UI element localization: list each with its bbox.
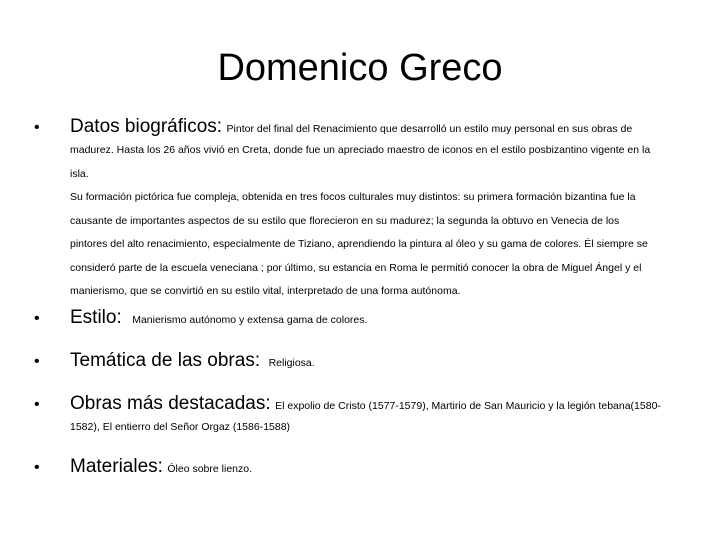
estilo-text: Manierismo autónomo y extensa gama de colores.	[132, 314, 368, 326]
bullet: •	[34, 459, 40, 476]
slide-title: Domenico Greco	[217, 47, 503, 89]
tematica-text: Religiosa.	[268, 357, 315, 369]
estilo-section	[70, 306, 690, 330]
bullet: •	[34, 353, 40, 370]
datos-line: madurez. Hasta los 26 años vivió en Creta, donde fue un apreciado maestro de iconos en el estilo posbizantino vigente en la	[70, 144, 651, 156]
materiales-label: Materiales:	[70, 456, 163, 477]
estilo-label: Estilo:	[70, 307, 122, 328]
datos-line: consideró parte de la escuela veneciana ; por último, su estancia en Roma le permitió conocer la obra de Miguel Ángel y el	[70, 261, 642, 274]
tematica-section	[70, 349, 690, 373]
obras-label: Obras más destacadas:	[70, 393, 271, 414]
tematica-label: Temática de las obras	[70, 350, 255, 371]
obras-line: 1582), El entierro del Señor Orgaz (1586-1588)	[70, 421, 291, 433]
obras-section	[70, 392, 690, 440]
datos-line: pintores del alto renacimiento, especialmente de Tiziano, aprendiendo la pintura al óleo y su gama de colores. Él siempre se	[70, 238, 648, 250]
bullet: •	[34, 310, 40, 327]
materiales-text: Óleo sobre lienzo.	[167, 463, 253, 475]
datos-biograficos-section	[70, 115, 690, 304]
datos-biograficos-label: Datos biográficos:	[70, 116, 223, 137]
datos-line: Su formación pictórica fue compleja, obtenida en tres focos culturales muy distintos: su primera formación bizantina fue la	[70, 191, 636, 203]
bullet: •	[34, 119, 40, 136]
datos-line: Pintor del final del Renacimiento que desarrolló un estilo muy personal en sus obras de	[226, 123, 633, 135]
tematica-colon: :	[254, 350, 261, 371]
bullet: •	[34, 396, 40, 413]
datos-line: isla.	[70, 167, 89, 180]
datos-line: causante de importantes aspectos de su estilo que florecieron en su madurez; la segunda la obtuvo en Venecia de los	[70, 214, 620, 227]
obras-line: El expolio de Cristo (1577-1579), Martirio de San Mauricio y la legión tebana(1580-	[275, 400, 661, 412]
materiales-section	[70, 455, 690, 479]
datos-line: manierismo, que se convirtió en su estilo vital, interpretado de una forma autónoma.	[70, 285, 461, 297]
